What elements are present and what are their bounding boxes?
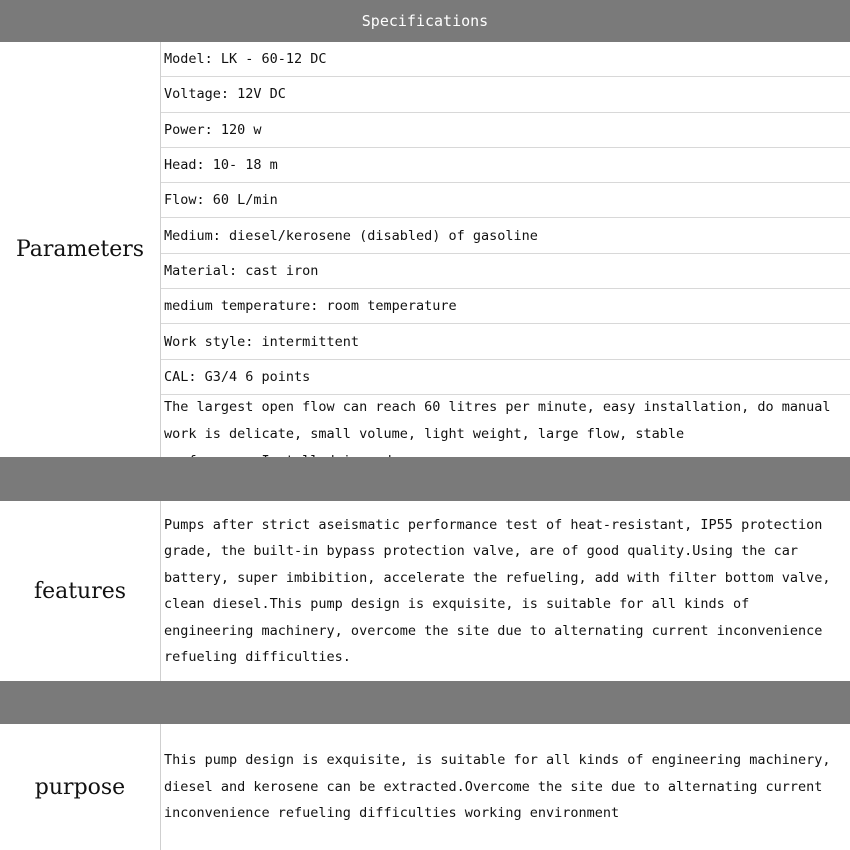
features-label: features: [0, 501, 161, 681]
purpose-content: [161, 724, 850, 850]
param-row-medium: Medium: diesel/kerosene (disabled) of gasoline: [161, 218, 850, 253]
purpose-label: purpose: [0, 724, 161, 850]
parameters-description: The largest open flow can reach 60 litres per minute, easy installation, do manual work is delicate, small volume, light weight, large flow, stable: [164, 398, 831, 442]
features-content: [161, 501, 850, 681]
purpose-section: [0, 724, 850, 850]
parameters-section: [0, 42, 850, 457]
param-row-work-style: Work style: intermittent: [161, 324, 850, 359]
features-text: Pumps after strict aseismatic performance test of heat-resistant, IP55 protection grade, the built-in bypass protection valve, are of good quality.Using the car battery, super imbibition, accelerate the refueling, add with filter bottom valve, clean diesel.This pump design is exquisite, is suitable for all kinds of engineering machinery, overcome the site due to alternating current inconvenience refueling difficulties.: [164, 516, 831, 665]
param-row-power: Power: 120 w: [161, 113, 850, 148]
section-divider-bar: [0, 681, 850, 724]
param-row-head: Head: 10- 18 m: [161, 148, 850, 183]
param-row-medium-temperature: medium temperature: room temperature: [161, 289, 850, 324]
param-row-material: Material: cast iron: [161, 254, 850, 289]
parameters-content: [161, 42, 850, 457]
parameters-label: Parameters: [0, 42, 161, 457]
param-row-cal: CAL: G3/4 6 points: [161, 360, 850, 395]
purpose-text: This pump design is exquisite, is suitable for all kinds of engineering machinery, diesel and kerosene can be extracted.Overcome the site due to alternating current inconvenience refueling difficulties working environment: [164, 752, 831, 822]
param-row-flow: Flow: 60 L/min: [161, 183, 850, 218]
param-row-voltage: Voltage: 12V DC: [161, 77, 850, 112]
section-divider-bar: [0, 457, 850, 501]
param-row-model: Model: LK - 60-12 DC: [161, 42, 850, 77]
features-section: [0, 501, 850, 682]
specifications-header: [0, 0, 850, 42]
header-title: Specifications: [361, 12, 489, 30]
